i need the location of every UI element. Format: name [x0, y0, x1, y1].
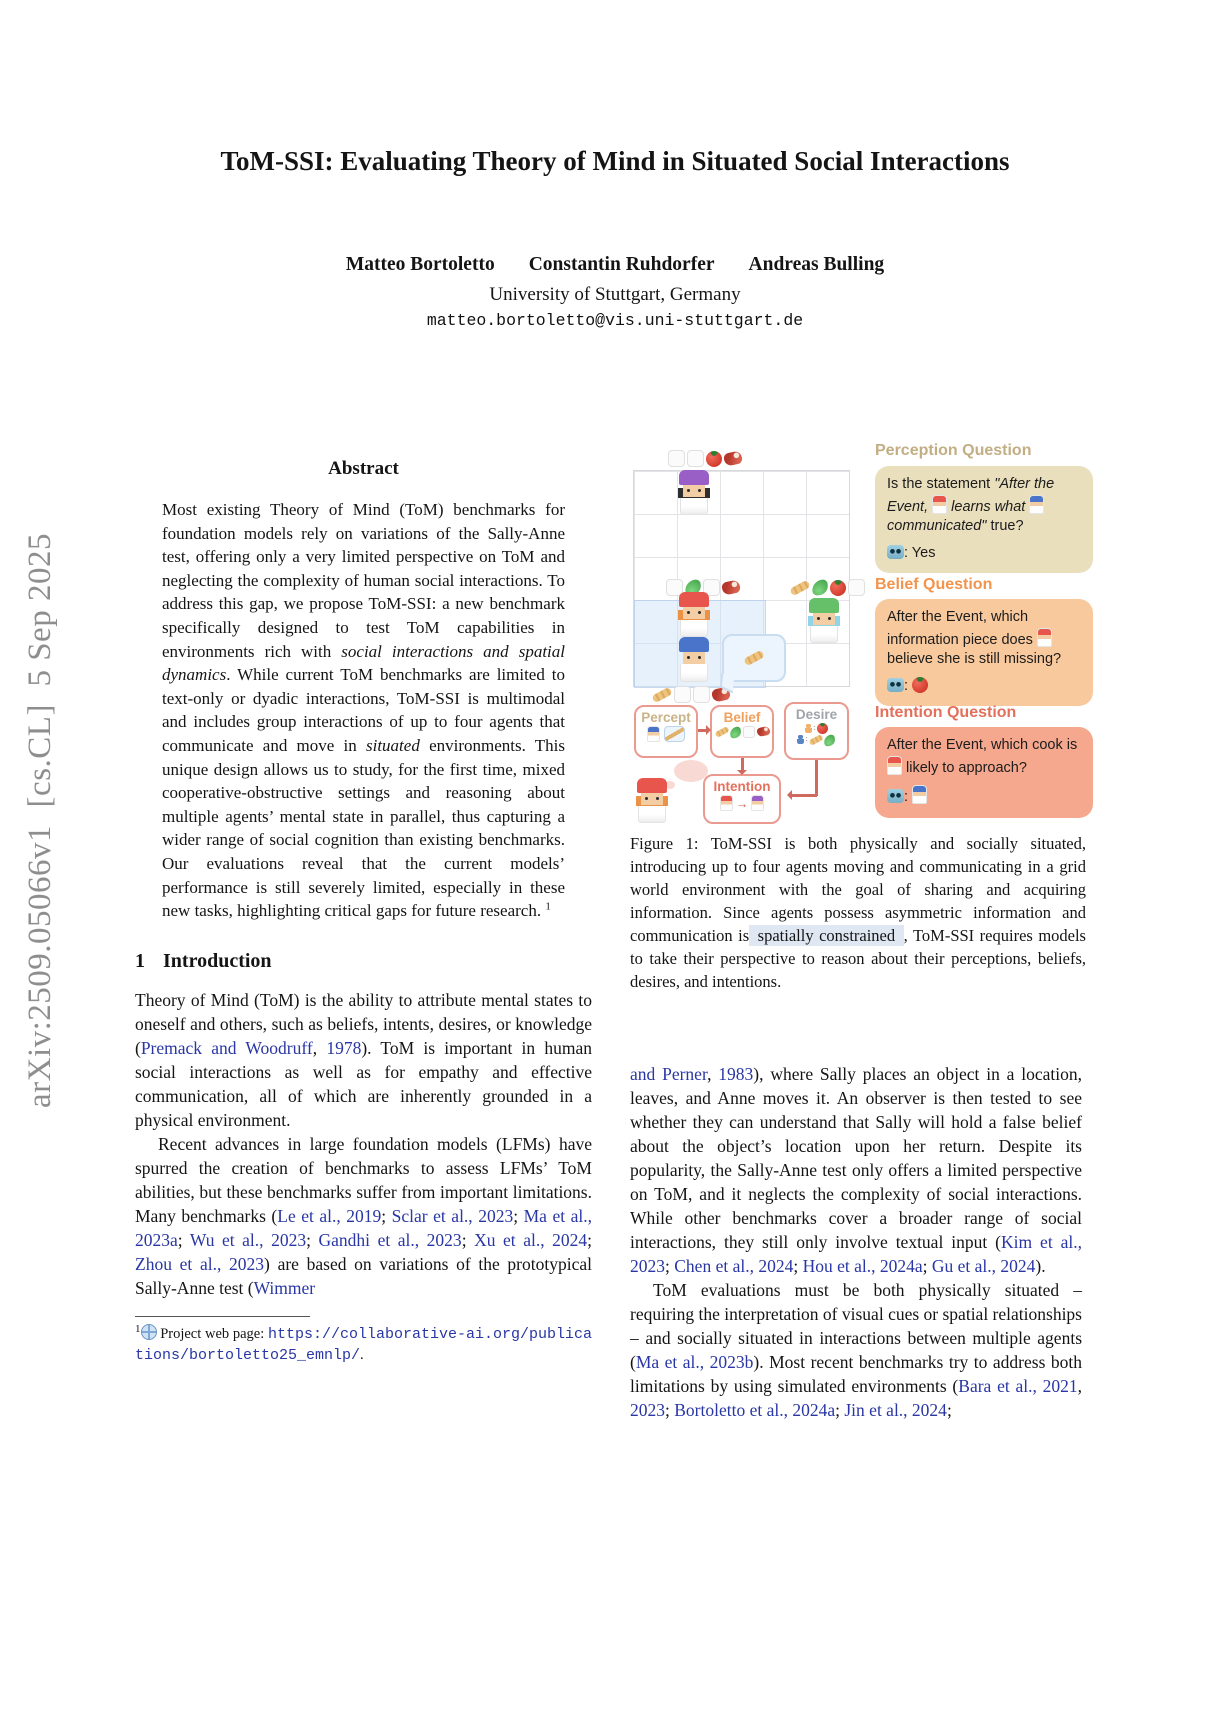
- citation-link[interactable]: Gandhi et al., 2023: [318, 1229, 462, 1250]
- slot-icon: [743, 726, 756, 739]
- citation-link[interactable]: 2023: [630, 1400, 665, 1420]
- text-run: 1: [135, 1322, 141, 1335]
- text-run: true?: [986, 518, 1024, 534]
- slot-icon: [668, 450, 685, 467]
- text-run: ,: [312, 1037, 327, 1058]
- text-run: ,: [1077, 1376, 1082, 1396]
- figure-1: [630, 440, 1092, 832]
- chef-hat: [679, 592, 709, 607]
- text-run: ;: [665, 1256, 675, 1276]
- desire-content-row1: [786, 723, 847, 734]
- text-run: ;: [835, 1400, 845, 1420]
- desire-content-row2: [786, 735, 847, 746]
- text-run: After the Event, which cook is: [887, 737, 1078, 753]
- chef-blue-icon: [912, 785, 927, 804]
- belief-label: Belief: [723, 710, 761, 725]
- email-link[interactable]: matteo.bortoletto@vis.uni-stuttgart.de: [426, 311, 804, 330]
- text-run: :: [813, 724, 816, 732]
- intention-question-title: Intention Question: [875, 704, 1017, 721]
- slot-icon: [693, 686, 710, 703]
- baguette-icon: [809, 734, 824, 746]
- chef-blue-icon: [647, 726, 660, 742]
- percept-label: Percept: [641, 710, 691, 725]
- chef-red-icon: [1037, 628, 1052, 647]
- citation-link[interactable]: 1978: [326, 1037, 362, 1058]
- text-run: believe she is still missing?: [887, 651, 1062, 667]
- right-column: [630, 1062, 1082, 1422]
- green-chef-agent: [806, 598, 842, 643]
- intention-label: Intention: [713, 779, 771, 794]
- paper-title: ToM-SSI: Evaluating Theory of Mind in Situated Social Interactions: [220, 146, 1010, 176]
- intention-answer: [887, 785, 1081, 808]
- text-run: environments. This unique design allows us to study, for the first time, mixed cooperative-obstructive settings and reasoning about multiple agents’ mental state in parallel, thus capturing a wider range of social cognition than existing benchmarks. Our evaluations reveal that the current models’ performance is still severely limited, especially in these new tasks, highlighting critical gaps for future research.: [162, 735, 565, 921]
- intention-question-text: [887, 736, 1081, 778]
- chef-face: [683, 652, 705, 664]
- text-run: ;: [306, 1229, 319, 1250]
- citation-link[interactable]: Premack and Woodruff: [140, 1037, 313, 1058]
- footnote-rule: [135, 1316, 310, 1317]
- chef-body: [638, 805, 666, 823]
- percept-box: [634, 705, 698, 758]
- text-run: :: [904, 677, 913, 694]
- chef-face: [641, 793, 663, 805]
- chef-hat: [679, 637, 709, 652]
- tomato-icon: [706, 451, 722, 467]
- intention-box: [703, 774, 781, 824]
- text-run: .: [360, 1346, 364, 1363]
- chef-hat: [637, 778, 667, 793]
- chef-red-icon: [720, 795, 733, 811]
- text-run: Most existing Theory of Mind (ToM) benchmarks for foundation models rely on variations of the Sally-Anne test, offering only a very limited perspective on ToM and neglecting the complexity of human social interactions. To address this gap, we propose ToM-SSI: a new benchmark specifically designed to test ToM capabilities in environments rich with: [162, 500, 565, 661]
- text-run: ).: [1035, 1256, 1046, 1276]
- text-run: :: [805, 736, 808, 744]
- intro-paragraph-1: [135, 988, 592, 1132]
- text-run: :: [904, 789, 913, 805]
- perception-question-title: Perception Question: [875, 442, 1032, 459]
- right-paragraph-2: [630, 1278, 1082, 1422]
- belief-question-box: [875, 599, 1093, 706]
- text-run: social interactions and spatial dynamics: [162, 641, 565, 685]
- text-run: ;: [587, 1229, 593, 1250]
- tomato-icon: [912, 677, 928, 693]
- text-run: Figure 1: ToM-SSI is both physically and socially situated, introducing up to four agents moving and communicating in a grid world environment with the goal of sharing and acquiring information. Since agents possess asymmetric information and communication is: [630, 834, 1086, 945]
- text-run: , ToM-SSI requires models to take their perspective to reason about their perceptions, beliefs, desires, and intentions.: [630, 926, 1086, 991]
- text-run: ;: [665, 1400, 675, 1420]
- author-name: Matteo Bortoletto: [345, 254, 495, 275]
- text-run: situated: [366, 735, 420, 755]
- text-run: . While current ToM benchmarks are limited to text-only or dyadic interactions, ToM-SSI is multimodal and includes group interactions of up to four agents that communicate and move in: [162, 665, 565, 755]
- arrowhead-left-icon: [782, 790, 792, 800]
- meat-icon: [723, 450, 743, 466]
- text-run: 1: [545, 900, 551, 913]
- arrow-desire-down: [815, 760, 818, 796]
- text-run: ,: [707, 1064, 719, 1084]
- citation-link[interactable]: Kim et al., 2023: [630, 1232, 1082, 1276]
- chef-blue-icon: [1029, 495, 1044, 514]
- author-name: Constantin Ruhdorfer: [528, 254, 715, 275]
- section-heading-introduction: [135, 950, 592, 973]
- purple-agent-items: [668, 450, 742, 467]
- meat-icon: [721, 579, 741, 595]
- chef-body: [680, 664, 708, 682]
- blue-chef-agent: [676, 637, 712, 682]
- arrowhead-right-icon: [706, 725, 716, 735]
- figure-caption: [630, 832, 1086, 993]
- text-run: →: [735, 795, 749, 811]
- chef-body: [680, 619, 708, 637]
- text-run: Is the statement: [887, 476, 995, 492]
- citation-link[interactable]: Wimmer: [253, 1277, 316, 1298]
- left-column: [135, 458, 592, 1366]
- intention-question-box: [875, 727, 1093, 818]
- chef-face: [683, 607, 705, 619]
- abstract-body: [162, 498, 565, 923]
- text-run: ToM evaluations must be both physically situated – requiring the interpretation of visual cues or spatial relationships – and socially situated in interactions between multiple agents (: [630, 1280, 1082, 1372]
- authors-row: [95, 254, 1135, 276]
- text-run: ;: [793, 1256, 803, 1276]
- citation-link[interactable]: Bortoletto et al., 2024a: [674, 1400, 836, 1420]
- slot-icon: [674, 686, 691, 703]
- thought-bubble: [674, 760, 708, 782]
- arxiv-banner: arXiv:2509.05066v1 [cs.CL] 5 Sep 2025: [22, 533, 58, 1108]
- intro-paragraph-2: [135, 1132, 592, 1300]
- speech-bubble: [722, 634, 786, 682]
- robot-icon: [887, 678, 904, 692]
- right-paragraph-1: [630, 1062, 1082, 1278]
- robot-icon: [887, 789, 904, 803]
- baguette-icon: [789, 579, 810, 595]
- citation-link[interactable]: and Perner: [630, 1064, 708, 1084]
- text-run: ), where Sally places an object in a location, leaves, and Anne moves it. An observer is then tested to see whether they can understand that Sally will hold a false belief about the object’s location upon her return. Despite its popularity, the Sally-Anne test only offers a limited perspective on ToM, and it neglects the complexity of social interactions. While other benchmarks cover a broader range of social interactions, they still only involve textual input (: [630, 1064, 1082, 1252]
- perception-question-text: [887, 475, 1081, 537]
- desire-box: [784, 702, 849, 760]
- author-name: Andreas Bulling: [748, 254, 885, 275]
- text-run: Theory of Mind (ToM) is the ability to attribute mental states to oneself and others, such as beliefs, intents, desires, or knowledge (: [135, 989, 592, 1058]
- text-run: ). Most recent benchmarks try to address both limitations by using simulated environments (: [630, 1352, 1082, 1396]
- text-run: : Yes: [904, 544, 936, 561]
- chef-face: [813, 613, 835, 625]
- citation-link[interactable]: Sclar et al., 2023: [391, 1205, 514, 1226]
- text-run: ;: [381, 1205, 392, 1226]
- arrowhead-down-icon: [737, 770, 747, 780]
- intention-content: [705, 795, 779, 811]
- green-agent-items: [790, 579, 865, 596]
- lettuce-icon: [729, 726, 742, 738]
- chef-body: [810, 625, 838, 643]
- text-run: ). ToM is important in human social interactions as well as for empathy and effective communication, all of which are inherently grounded in a physical environment.: [135, 1037, 592, 1130]
- bubble-baguette-icon: [664, 726, 685, 742]
- text-run: learns what: [947, 498, 1030, 515]
- meat-icon: [756, 726, 770, 738]
- citation-link[interactable]: Wu et al., 2023: [189, 1229, 307, 1250]
- slot-icon: [848, 579, 865, 596]
- chef-face: [683, 485, 705, 497]
- text-run: "After the Event,: [887, 476, 1055, 515]
- citation-link[interactable]: https://collaborative-ai.org/publications/bortoletto25_emnlp/: [135, 1325, 592, 1364]
- lettuce-icon: [811, 579, 829, 596]
- baguette-icon: [743, 650, 764, 666]
- text-run: ;: [177, 1229, 190, 1250]
- chef-red-icon: [887, 756, 902, 775]
- chef-hat: [809, 598, 839, 613]
- tomato-icon: [817, 723, 828, 734]
- belief-content: [712, 726, 772, 739]
- perception-question-box: [875, 466, 1093, 573]
- affiliation: University of Stuttgart, Germany: [489, 284, 741, 305]
- text-run: Project web page:: [156, 1325, 268, 1342]
- text-run: After the Event, which information piece does: [887, 609, 1037, 648]
- purple-chef-agent: [676, 470, 712, 515]
- text-run: ;: [922, 1256, 932, 1276]
- chef-purple-icon: [751, 795, 764, 811]
- robot-icon: [887, 545, 904, 559]
- abstract-heading: Abstract: [328, 458, 399, 479]
- text-run: communicated": [887, 518, 987, 534]
- text-run: ) are based on variations of the prototypical Sally-Anne test (: [135, 1253, 592, 1298]
- person-blue-icon: [797, 735, 804, 744]
- red-chef-agent: [676, 592, 712, 637]
- citation-link[interactable]: Ma et al., 2023a: [135, 1205, 592, 1250]
- blue-agent-items: [652, 686, 730, 703]
- text-run: ;: [513, 1205, 524, 1226]
- baguette-icon: [714, 726, 729, 738]
- citation-link[interactable]: Zhou et al., 2023: [135, 1253, 265, 1274]
- lettuce-icon: [824, 734, 837, 746]
- percept-content: [636, 726, 696, 742]
- citation-link[interactable]: Chen et al., 2024: [674, 1256, 794, 1276]
- perception-answer: [887, 544, 1081, 564]
- desire-label: Desire: [795, 707, 838, 722]
- red-chef-thinking: [634, 778, 670, 823]
- chef-body: [680, 497, 708, 515]
- citation-link[interactable]: 1983: [718, 1064, 754, 1084]
- text-run: likely to approach?: [902, 759, 1027, 776]
- belief-question-title: Belief Question: [875, 576, 993, 593]
- citation-link[interactable]: Xu et al., 2024: [474, 1229, 588, 1250]
- text-run: spatially constrained: [749, 925, 903, 946]
- belief-answer: [887, 677, 1081, 697]
- citation-link[interactable]: Hou et al., 2024a: [802, 1256, 923, 1276]
- belief-box: [710, 705, 774, 758]
- slot-icon: [687, 450, 704, 467]
- globe-icon: [141, 1324, 157, 1340]
- text-run: ;: [946, 1400, 952, 1420]
- citation-link[interactable]: Ma et al., 2023b: [635, 1352, 754, 1372]
- belief-question-text: [887, 608, 1081, 670]
- text-run: ;: [461, 1229, 475, 1250]
- chef-hat: [679, 470, 709, 485]
- footnote: [135, 1324, 592, 1366]
- citation-link[interactable]: Le et al., 2019: [277, 1205, 382, 1226]
- citation-link[interactable]: Bara et al., 2021: [958, 1376, 1078, 1396]
- person-orange-icon: [805, 724, 812, 733]
- citation-link[interactable]: Gu et al., 2024: [931, 1256, 1036, 1276]
- text-run: Recent advances in large foundation models (LFMs) have spurred the creation of benchmarks to assess LFMs’ ToM abilities, but these benchmarks suffer from important limitations. Many benchmarks (: [135, 1133, 592, 1226]
- baguette-icon: [651, 686, 672, 702]
- tomato-icon: [830, 580, 846, 596]
- citation-link[interactable]: Jin et al., 2024: [844, 1400, 947, 1420]
- chef-red-icon: [932, 495, 947, 514]
- section-number: 1: [135, 949, 145, 972]
- section-title: Introduction: [163, 949, 272, 972]
- arrow-desire-to-intention: [790, 794, 817, 797]
